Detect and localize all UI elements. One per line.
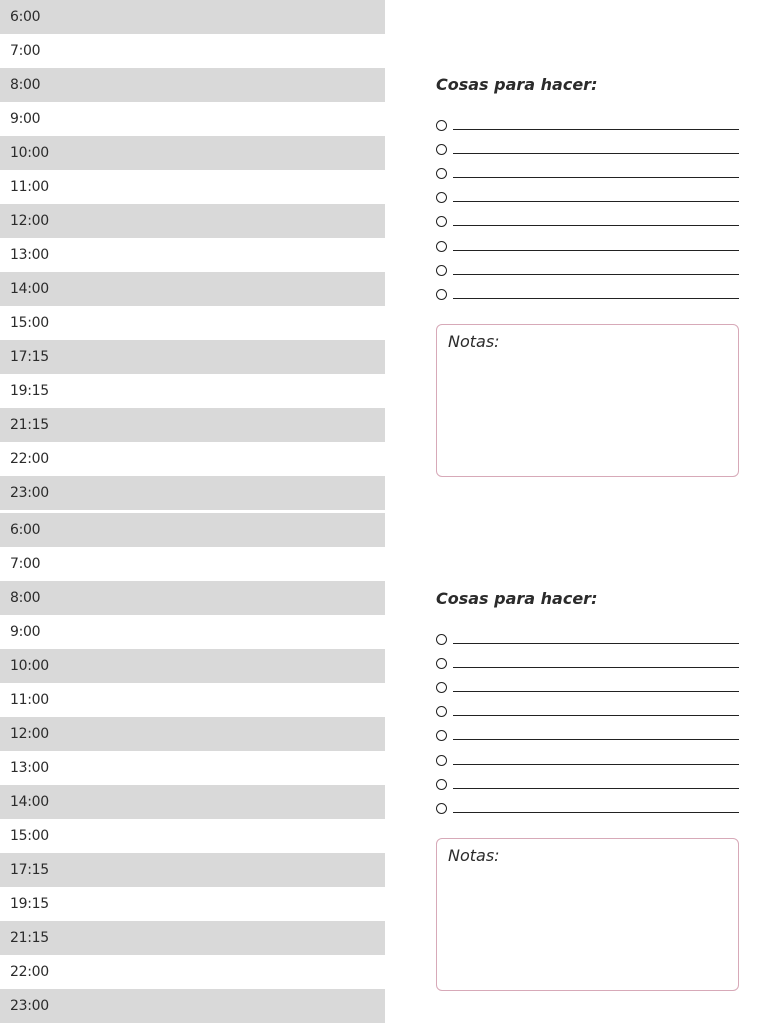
todo-item bbox=[436, 627, 739, 651]
todo-item bbox=[436, 186, 739, 210]
checkbox-circle-icon[interactable] bbox=[436, 289, 447, 300]
todo-list bbox=[436, 113, 739, 307]
todo-line[interactable] bbox=[453, 274, 739, 275]
time-slot[interactable]: 21:15 bbox=[0, 408, 385, 442]
todo-line[interactable] bbox=[453, 812, 739, 813]
todo-title: Cosas para hacer: bbox=[436, 589, 598, 608]
todo-line[interactable] bbox=[453, 225, 739, 226]
notes-box[interactable] bbox=[436, 324, 739, 477]
time-slot[interactable]: 8:00 bbox=[0, 68, 385, 102]
todo-line[interactable] bbox=[453, 129, 739, 130]
checkbox-circle-icon[interactable] bbox=[436, 682, 447, 693]
side-panel-day-1 bbox=[436, 73, 739, 477]
time-slot[interactable]: 11:00 bbox=[10, 692, 49, 708]
time-slot[interactable]: 9:00 bbox=[10, 111, 41, 127]
todo-item bbox=[436, 258, 739, 282]
schedule-day-1 bbox=[0, 0, 385, 510]
todo-item bbox=[436, 796, 739, 820]
time-slot[interactable]: 10:00 bbox=[0, 649, 385, 683]
time-slot[interactable]: 23:00 bbox=[0, 476, 385, 510]
notes-box[interactable] bbox=[436, 838, 739, 991]
todo-item bbox=[436, 700, 739, 724]
time-slot[interactable]: 22:00 bbox=[10, 451, 49, 467]
time-slot[interactable]: 6:00 bbox=[0, 513, 385, 547]
todo-line[interactable] bbox=[453, 764, 739, 765]
time-slot[interactable]: 6:00 bbox=[0, 0, 385, 34]
todo-line[interactable] bbox=[453, 691, 739, 692]
time-slot[interactable]: 14:00 bbox=[0, 785, 385, 819]
time-slot[interactable]: 9:00 bbox=[10, 624, 41, 640]
checkbox-circle-icon[interactable] bbox=[436, 216, 447, 227]
todo-item bbox=[436, 161, 739, 185]
todo-list bbox=[436, 627, 739, 821]
time-slot[interactable]: 13:00 bbox=[10, 760, 49, 776]
todo-item bbox=[436, 772, 739, 796]
checkbox-circle-icon[interactable] bbox=[436, 803, 447, 814]
time-slot[interactable]: 10:00 bbox=[0, 136, 385, 170]
time-slot[interactable]: 15:00 bbox=[10, 828, 49, 844]
notes-title: Notas: bbox=[448, 331, 500, 351]
checkbox-circle-icon[interactable] bbox=[436, 120, 447, 131]
time-slot[interactable]: 12:00 bbox=[0, 717, 385, 751]
checkbox-circle-icon[interactable] bbox=[436, 168, 447, 179]
todo-line[interactable] bbox=[453, 739, 739, 740]
time-slot[interactable]: 19:15 bbox=[10, 383, 49, 399]
time-slot[interactable]: 15:00 bbox=[10, 315, 49, 331]
todo-item bbox=[436, 748, 739, 772]
todo-line[interactable] bbox=[453, 250, 739, 251]
time-slot[interactable]: 14:00 bbox=[0, 272, 385, 306]
checkbox-circle-icon[interactable] bbox=[436, 192, 447, 203]
time-slot[interactable]: 11:00 bbox=[10, 179, 49, 195]
time-slot[interactable]: 19:15 bbox=[10, 896, 49, 912]
todo-item bbox=[436, 137, 739, 161]
time-slot[interactable]: 23:00 bbox=[0, 989, 385, 1023]
checkbox-circle-icon[interactable] bbox=[436, 144, 447, 155]
time-slot[interactable]: 13:00 bbox=[10, 247, 49, 263]
todo-item bbox=[436, 651, 739, 675]
todo-item bbox=[436, 113, 739, 137]
time-slot[interactable]: 17:15 bbox=[0, 340, 385, 374]
notes-title: Notas: bbox=[448, 845, 500, 865]
todo-line[interactable] bbox=[453, 298, 739, 299]
checkbox-circle-icon[interactable] bbox=[436, 265, 447, 276]
todo-line[interactable] bbox=[453, 788, 739, 789]
time-slot[interactable]: 8:00 bbox=[0, 581, 385, 615]
checkbox-circle-icon[interactable] bbox=[436, 706, 447, 717]
todo-line[interactable] bbox=[453, 667, 739, 668]
todo-line[interactable] bbox=[453, 177, 739, 178]
todo-line[interactable] bbox=[453, 715, 739, 716]
checkbox-circle-icon[interactable] bbox=[436, 634, 447, 645]
todo-item bbox=[436, 282, 739, 306]
time-slot[interactable]: 22:00 bbox=[10, 964, 49, 980]
checkbox-circle-icon[interactable] bbox=[436, 658, 447, 669]
side-panel-day-2 bbox=[436, 587, 739, 991]
checkbox-circle-icon[interactable] bbox=[436, 730, 447, 741]
time-slot[interactable]: 17:15 bbox=[0, 853, 385, 887]
todo-item bbox=[436, 675, 739, 699]
time-slot[interactable]: 7:00 bbox=[10, 43, 41, 59]
todo-line[interactable] bbox=[453, 153, 739, 154]
time-slot[interactable]: 7:00 bbox=[10, 556, 41, 572]
todo-item bbox=[436, 724, 739, 748]
todo-item bbox=[436, 234, 739, 258]
schedule-day-2 bbox=[0, 513, 385, 1023]
checkbox-circle-icon[interactable] bbox=[436, 755, 447, 766]
todo-title: Cosas para hacer: bbox=[436, 75, 598, 94]
time-slot[interactable]: 21:15 bbox=[0, 921, 385, 955]
todo-line[interactable] bbox=[453, 643, 739, 644]
time-slot[interactable]: 12:00 bbox=[0, 204, 385, 238]
todo-item bbox=[436, 210, 739, 234]
todo-line[interactable] bbox=[453, 201, 739, 202]
checkbox-circle-icon[interactable] bbox=[436, 779, 447, 790]
checkbox-circle-icon[interactable] bbox=[436, 241, 447, 252]
